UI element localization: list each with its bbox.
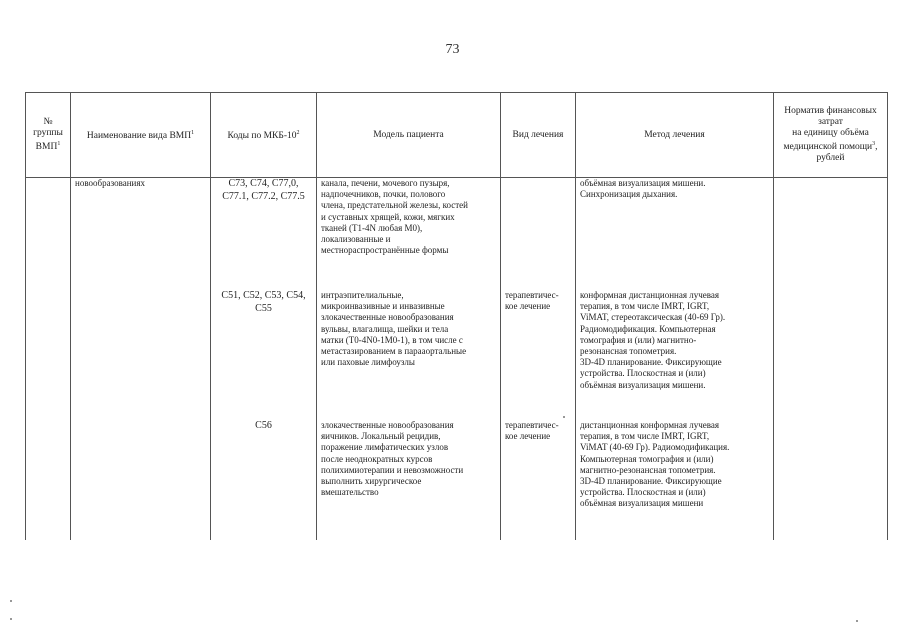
cell-treatment-method: конформная дистанционная лучевая терапия, в том числе IMRT, IGRT, ViMAT, стереотаксическая (40-69 Гр). Радиомодификация. Компьютерная томография и (или) магнитно- резонансная топометрия. 3D-4D планирование. Фиксирующие устройства. Плоскостная и (или) объёмная визуализация мишени. (576, 290, 774, 420)
cell-group (26, 290, 71, 420)
vmp-table (25, 92, 888, 540)
scan-speck (10, 600, 12, 602)
table-row (26, 420, 888, 540)
header-treatment-type: Вид лечения (501, 93, 576, 178)
cell-treatment-method: дистанционная конформная лучевая терапия, в том числе IMRT, IGRT, ViMAT (40-69 Гр). Радиомодификация. Компьютерная томография и (или) магнитно-резонансная топометрия. 3D-4D планирование. Фиксирующие устройства. Плоскостная и (или) объёмная визуализация мишени (576, 420, 774, 540)
cell-cost-norm (774, 420, 888, 540)
header-group-number: № группы ВМП$^1$ (26, 93, 71, 178)
cell-vmp-name (71, 290, 211, 420)
cell-patient-model: интраэпителиальные, микроинвазивные и инвазивные злокачественные новообразования вульвы, влагалища, шейки и тела матки (Т0-4N0-1М0-1), в том числе с метастазированием в парааортальные или паховые лимфоузлы (317, 290, 501, 420)
header-cost-norm: Норматив финансовых затрат на единицу объёма медицинской помощи$^3$, рублей (774, 93, 888, 178)
cell-vmp-name (71, 420, 211, 540)
page-number: 73 (445, 42, 460, 57)
cell-group (26, 420, 71, 540)
header-icd-codes: Коды по МКБ-$10^2$ (211, 93, 317, 178)
cell-icd-codes: С56 (211, 420, 317, 540)
cell-icd-codes: С73, С74, С77,0, С77.1, С77.2, С77.5 (211, 178, 317, 291)
scan-speck (563, 416, 565, 418)
cell-cost-norm (774, 290, 888, 420)
cell-group (26, 178, 71, 291)
cell-patient-model: канала, печени, мочевого пузыря, надпочечников, почки, полового члена, предстательной железы, костей и суставных хрящей, кожи, мягких тканей (Т1-4N любая М0), локализованные и местнораспространённые формы (317, 178, 501, 291)
cell-icd-codes: С51, С52, С53, С54, С55 (211, 290, 317, 420)
scan-speck (10, 618, 12, 620)
cell-cost-norm (774, 178, 888, 291)
table-row (26, 290, 888, 420)
header-patient-model: Модель пациента (317, 93, 501, 178)
cell-treatment-type: терапевтичес- кое лечение (501, 420, 576, 540)
header-vmp-name: Наименование вида ВМП$^1$ (71, 93, 211, 178)
header-treatment-method: Метод лечения (576, 93, 774, 178)
cell-treatment-type: терапевтичес- кое лечение (501, 290, 576, 420)
cell-treatment-type (501, 178, 576, 291)
cell-vmp-name: новообразованиях (71, 178, 211, 291)
cell-treatment-method: объёмная визуализация мишени. Синхронизация дыхания. (576, 178, 774, 291)
scan-speck (856, 620, 858, 622)
table-header-row (26, 93, 888, 178)
cell-patient-model: злокачественные новообразования яичников. Локальный рецидив, поражение лимфатических узлов после неоднократных курсов полихимиотерапии и невозможности выполнить хирургическое вмешательство (317, 420, 501, 540)
table-row (26, 178, 888, 291)
